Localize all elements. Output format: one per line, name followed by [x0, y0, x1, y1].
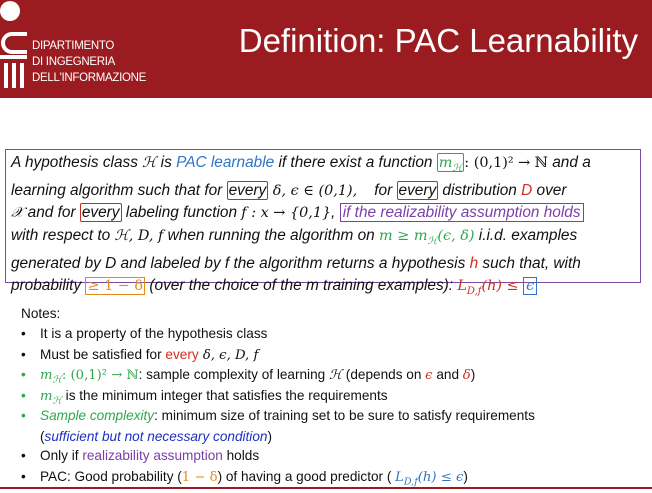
math-subscript: ℋ	[427, 235, 438, 247]
text: : minimum size of training set to be sure to satisfy requirements	[154, 408, 535, 424]
notes-title: Notes:	[21, 306, 61, 321]
list-item	[21, 324, 535, 345]
page-title: Definition: PAC Learnability	[238, 22, 638, 59]
text: is the minimum integer that satisfies the requirements	[61, 387, 388, 403]
bullet: •	[21, 387, 26, 403]
math-subscript: ℋ	[452, 163, 463, 175]
slide-header	[0, 0, 652, 98]
condition-term: sufficient but not necessary condition	[44, 428, 268, 444]
math-domain-set: 𝒳	[11, 205, 24, 222]
math-labeling-function: f : x → {0,1}	[241, 205, 332, 222]
text: holds	[222, 447, 260, 463]
list-item-continuation	[21, 427, 535, 446]
text: for	[357, 182, 397, 200]
realizability-term: realizability assumption	[82, 447, 223, 463]
text: over	[532, 182, 567, 200]
math: : (0,1)² → ℕ	[61, 368, 139, 384]
text: )	[463, 468, 468, 484]
every-highlight: every	[398, 182, 437, 200]
text: A hypothesis class	[11, 154, 143, 171]
text: when running the algorithm on	[163, 226, 379, 244]
math: (ϵ, δ)	[437, 227, 475, 244]
definition-line	[11, 180, 635, 202]
notes-section	[21, 303, 535, 487]
math-domain: (0,1)² → ℕ	[473, 155, 548, 171]
distribution-term: D	[521, 182, 533, 200]
text: (over the choice of the m training examples):	[145, 277, 458, 295]
definition-line	[11, 202, 635, 224]
text: : sample complexity of learning	[138, 367, 329, 383]
math-subscript: ℋ	[52, 374, 62, 386]
department-line: DIPARTIMENTO	[32, 40, 115, 52]
math-subscript: ℋ	[52, 395, 62, 407]
math: ℋ, D, f	[114, 227, 164, 244]
math: δ, ϵ ∈ (0,1),	[268, 183, 358, 200]
math-sample-bound: m ≥ m	[379, 227, 428, 244]
math-subscript: D,f	[466, 286, 482, 298]
bullet: •	[21, 326, 26, 341]
text: and for	[23, 204, 80, 222]
text: generated by D and labeled by f the algorithm returns a hypothesis	[11, 254, 470, 272]
text: learning algorithm such that for	[11, 182, 227, 200]
list-item	[21, 345, 535, 366]
epsilon-highlight: ϵ	[523, 277, 537, 295]
department-line: DELL'INFORMAZIONE	[32, 72, 147, 84]
list-item	[21, 406, 535, 427]
text: )	[470, 367, 476, 383]
text: and a	[547, 154, 591, 171]
text: ) of having a good predictor (	[217, 468, 396, 484]
list-item	[21, 365, 535, 386]
text: :	[464, 155, 474, 171]
math: (h) ≤ ϵ	[417, 469, 464, 485]
text: )	[267, 428, 272, 444]
every-term: every	[165, 346, 199, 362]
text: PAC: Good probability (	[40, 468, 182, 484]
definition-line	[11, 253, 635, 275]
definition-line	[11, 152, 635, 180]
math: m	[40, 388, 53, 404]
text: labeling function	[121, 204, 242, 222]
pac-learnable-term: PAC learnable	[176, 154, 275, 171]
bullet: •	[21, 447, 26, 463]
math: ℋ	[328, 368, 343, 384]
list-item	[21, 467, 535, 488]
math: ϵ	[425, 368, 433, 384]
text: distribution	[438, 182, 522, 200]
math: (h) ≤	[481, 278, 524, 295]
sample-complexity-box	[437, 153, 465, 175]
probability-highlight: ≥ 1 − δ	[87, 278, 144, 295]
math-subscript: D,f	[403, 476, 418, 488]
sample-complexity-term: Sample complexity	[40, 408, 155, 424]
math: δ	[462, 368, 471, 384]
definition-box	[5, 149, 641, 298]
bullet: •	[21, 408, 26, 424]
text: probability	[11, 277, 86, 295]
math: δ, ϵ, D, f	[198, 347, 259, 363]
realizability-highlight: if the realizability assumption holds	[340, 203, 584, 222]
math-hypothesis-class: ℋ	[142, 155, 157, 171]
department-name	[32, 38, 146, 86]
every-highlight: every	[81, 204, 120, 222]
text: and	[432, 367, 463, 383]
text: (	[40, 428, 45, 444]
definition-line	[11, 275, 635, 303]
bullet: •	[21, 468, 26, 484]
math: m	[438, 155, 453, 171]
list-item	[21, 446, 535, 467]
text: if there exist a function	[274, 154, 437, 171]
hypothesis-term: h	[469, 254, 479, 272]
definition-line	[11, 225, 635, 253]
text: with respect to	[11, 226, 115, 244]
text: is	[156, 154, 177, 171]
math: 1 − δ	[181, 469, 218, 485]
math-loss: L	[395, 469, 404, 485]
text: Must be satisfied for	[40, 346, 166, 362]
notes-list	[21, 324, 535, 487]
every-highlight: every	[228, 182, 267, 200]
text: such that, with	[478, 254, 581, 272]
math-loss: L	[457, 278, 467, 295]
department-line: DI INGEGNERIA	[32, 56, 116, 68]
text: Only if	[40, 447, 83, 463]
math: m	[40, 368, 53, 384]
text: i.i.d. examples	[474, 226, 578, 244]
list-item	[21, 386, 535, 407]
text: (depends on	[342, 367, 426, 383]
text: ,	[331, 204, 340, 222]
text: It is a property of the hypothesis class	[40, 326, 268, 341]
bullet: •	[21, 346, 26, 362]
bullet: •	[21, 367, 26, 383]
